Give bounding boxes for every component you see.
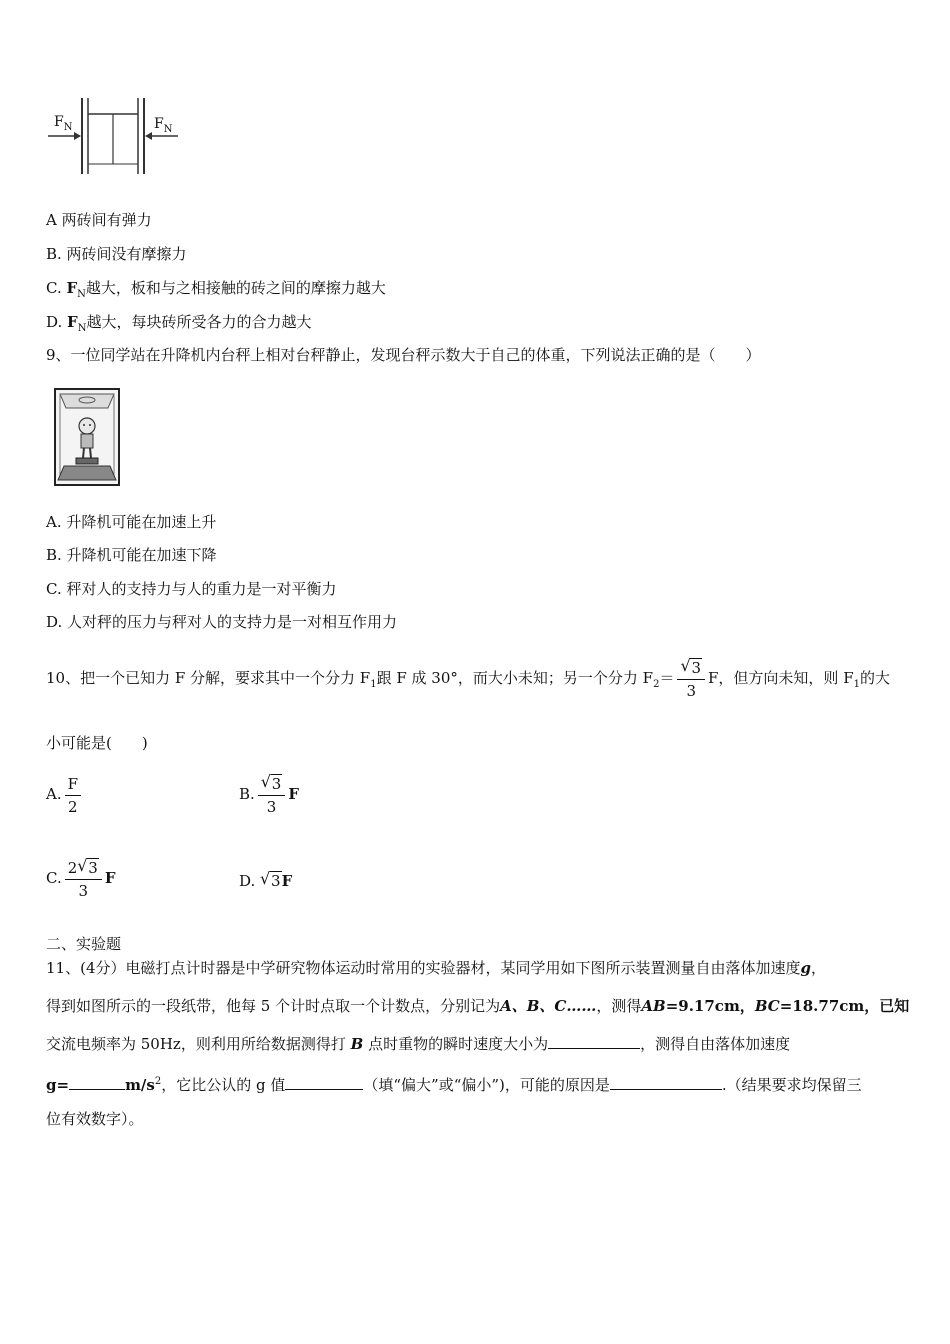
q8-option-d: D. $F_N$越大，每块砖所受各力的合力越大 [46, 313, 312, 334]
q10-stem-fraction: √ 3 3 [677, 659, 705, 700]
q11-line1: 11、(4分）电磁打点计时器是中学研究物体运动时常用的实验器材，某同学用如下图所示装置测量自由落体加速度g， [46, 959, 827, 977]
section-heading: 二、实验题 [46, 935, 122, 953]
q11-line3: 交流电频率为 50Hz，则利用所给数据测得打 B 点时重物的瞬时速度大小为 ，测得自由落体加速度 [46, 1035, 791, 1053]
q10-stem: 10、把一个已知力 F 分解，要求其中一个分力 $F_1$跟 F 成 30°，而大小未知；另一个分力 $F_2=$ √ 3 3 F，但方向未知，则 $F_1$的大 [46, 655, 890, 700]
force-label-right: $F_N$ [154, 116, 173, 135]
q10-option-a: A. $\frac{F}{2}$ [46, 768, 84, 820]
q9-option-b: B. 升降机可能在加速下降 [46, 546, 217, 564]
q9-option-a: A. 升降机可能在加速上升 [46, 513, 217, 531]
q9-stem: 9、一位同学站在升降机内台秤上相对台秤静止，发现台秤示数大于自己的体重，下列说法正确的是（ ） [46, 346, 761, 364]
q9-option-d: D. 人对秤的压力与秤对人的支持力是一对相互作用力 [46, 613, 398, 631]
elevator-person-figure [54, 388, 120, 486]
brick-board-figure [46, 96, 181, 178]
blank-reason[interactable] [610, 1075, 722, 1090]
q8-option-c: C. $F_N$越大，板和与之相接触的砖之间的摩擦力越大 [46, 279, 386, 300]
q11-line2: 得到如图所示的一段纸带，他每 5 个计时点取一个计数点，分别记为A、B、C……，测得AB=9.17cm，BC=18.77cm，已知 [46, 997, 910, 1015]
q8-option-a: A 两砖间有弹力 [46, 211, 152, 229]
q10-option-d: D. √ 3F [239, 869, 293, 890]
force-label-left: $F_N$ [54, 114, 73, 133]
q11-line5: 位有效数字）。 [46, 1110, 144, 1128]
q10-stem-line2: 小可能是( ) [46, 734, 148, 752]
q9-option-c: C. 秤对人的支持力与人的重力是一对平衡力 [46, 580, 337, 598]
blank-acceleration[interactable] [69, 1075, 125, 1090]
q10-option-b: B. √ 3 3 F [239, 771, 299, 816]
blank-comparison[interactable] [285, 1075, 363, 1090]
q8-option-b: B. 两砖间没有摩擦力 [46, 245, 187, 263]
q10-option-c: C. 2 √ 3 3 F [46, 855, 116, 900]
blank-velocity[interactable] [548, 1034, 640, 1049]
q11-line4: $g= m/s^2$，它比公认的 g 值 （填“偏大”或“偏小”)，可能的原因是 .（结果要求均保留三 [46, 1076, 862, 1094]
